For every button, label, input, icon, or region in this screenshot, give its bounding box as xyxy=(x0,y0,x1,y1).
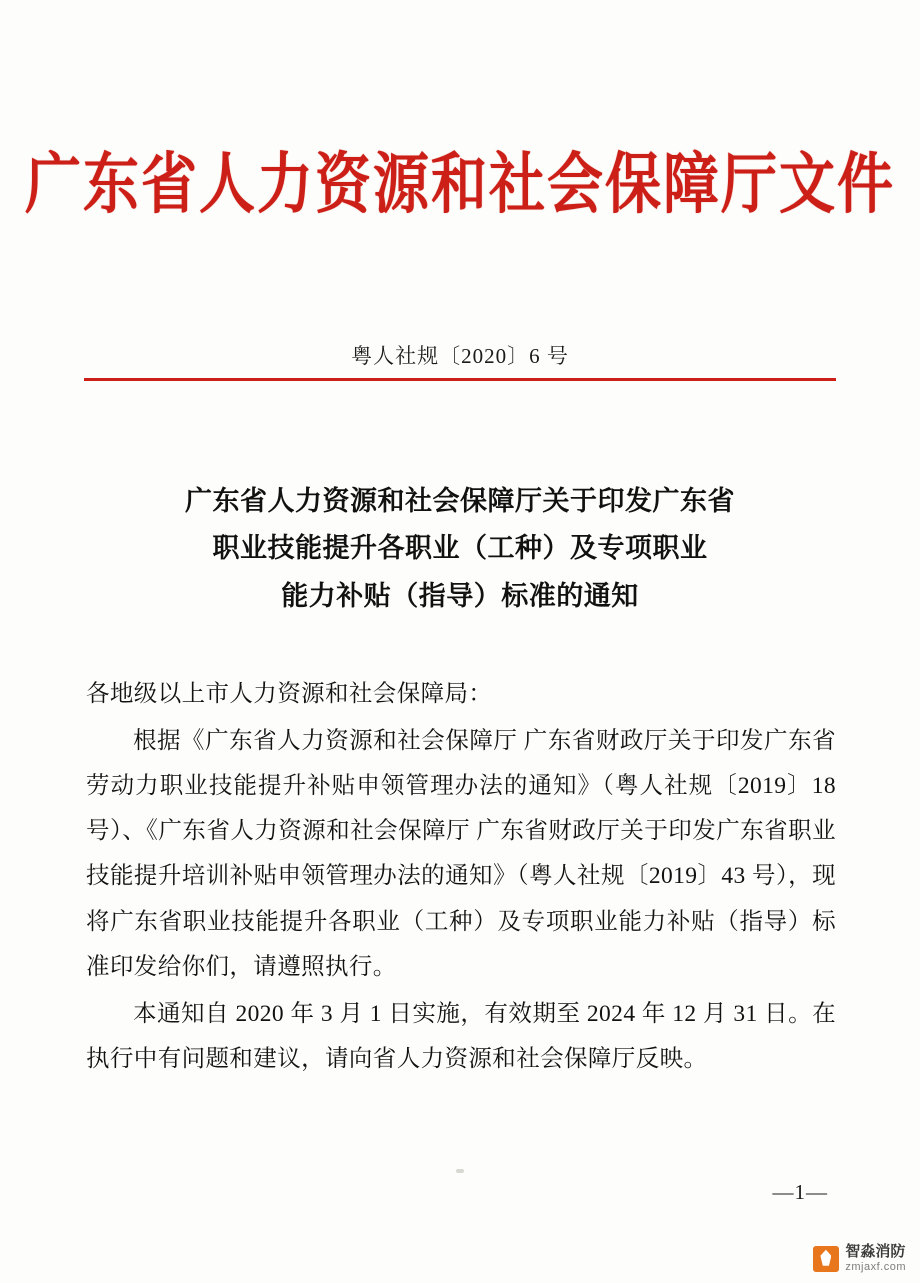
page-title-line-3: 能力补贴（指导）标准的通知 xyxy=(281,580,639,611)
body-paragraph-1: 根据《广东省人力资源和社会保障厅 广东省财政厅关于印发广东省劳动力职业技能提升补贴申领管理办法的通知》（粤人社规〔2019〕18 号）、《广东省人力资源和社会保障厅 广东省财政厅关于印发广东省职业技能提升培训补贴申领管理办法的通知》（粤人社规〔2019〕43 号），现将广东省职业技能提升各职业（工种）及专项职业能力补贴（指导）标准印发给你们，请遵照执行。 xyxy=(86,728,836,980)
page-number: —1— xyxy=(772,1180,828,1204)
red-divider-rule xyxy=(84,378,836,381)
page-title-line-1: 广东省人力资源和社会保障厅关于印发广东省 xyxy=(185,486,735,516)
document-number: 粤人社规〔2020〕6 号 xyxy=(351,344,569,368)
shield-icon xyxy=(813,1246,839,1272)
watermark-brand: 智淼消防 xyxy=(845,1243,906,1261)
document-body xyxy=(86,672,836,1084)
masthead-title: 广东省人力资源和社会保障厅文件 xyxy=(25,148,895,222)
page-title xyxy=(110,478,810,620)
body-paragraph-2: 本通知自 2020 年 3 月 1 日实施，有效期至 2024 年 12 月 31 日。在执行中有问题和建议，请向省人力资源和社会保障厅反映。 xyxy=(86,1000,836,1072)
page-title-line-2: 职业技能提升各职业（工种）及专项职业 xyxy=(212,533,708,564)
salutation: 各地级以上市人力资源和社会保障局： xyxy=(86,681,493,707)
masthead xyxy=(0,148,920,222)
page-artifact xyxy=(456,1169,464,1173)
watermark-text xyxy=(845,1244,906,1273)
watermark-domain: zmjaxf.com xyxy=(845,1260,906,1273)
watermark xyxy=(813,1244,906,1273)
